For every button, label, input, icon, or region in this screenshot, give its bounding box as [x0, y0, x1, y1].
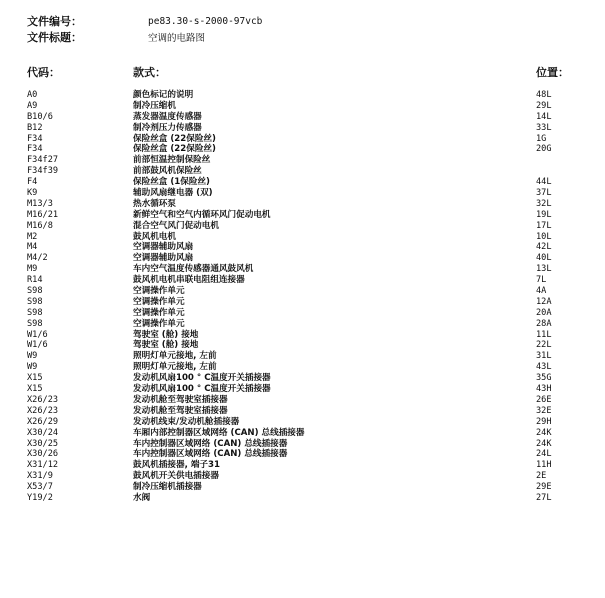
component-code: M4 [27, 242, 38, 253]
component-position: 1G [536, 133, 547, 144]
component-description: 保险丝盒 (22保险丝) [133, 133, 216, 144]
component-description: 制冷压缩机 [133, 100, 176, 111]
component-description: 前部恒温控制保险丝 [133, 155, 211, 166]
component-code: M9 [27, 264, 38, 275]
component-code: X15 [27, 384, 43, 395]
component-description: 水阀 [133, 492, 151, 503]
table-row [27, 362, 577, 373]
component-description: 照明灯单元接地, 左前 [133, 351, 217, 362]
component-description: 发动机舱至驾驶室插接器 [133, 394, 228, 405]
table-row [27, 101, 577, 112]
component-code: X30/26 [27, 449, 59, 460]
component-code: X31/12 [27, 460, 59, 471]
table-row [27, 90, 577, 101]
header-position: 位置： [536, 66, 569, 79]
component-description: 保险丝盒 (22保险丝) [133, 144, 216, 155]
component-description: 车内控制器区域网络 (CAN) 总线插接器 [133, 449, 288, 460]
component-code: R14 [27, 275, 43, 286]
component-description: 照明灯单元接地, 左前 [133, 362, 217, 373]
component-position: 40L [536, 253, 552, 264]
component-position: 27L [536, 492, 552, 503]
component-code: X30/24 [27, 427, 59, 438]
component-position: 24K [536, 438, 552, 449]
component-position: 26E [536, 394, 552, 405]
table-row [27, 384, 577, 395]
component-position: 33L [536, 122, 552, 133]
component-position: 24K [536, 427, 552, 438]
table-row [27, 221, 577, 232]
component-code: F34 [27, 133, 43, 144]
component-description: 空调器辅助风扇 [133, 253, 194, 264]
component-position: 43H [536, 384, 552, 395]
table-row [27, 210, 577, 221]
component-position: 43L [536, 362, 552, 373]
component-position: 11L [536, 329, 552, 340]
component-code: S98 [27, 318, 43, 329]
component-description: 车内空气温度传感器通风鼓风机 [133, 264, 254, 275]
document-title-row [27, 29, 262, 45]
component-position: 29E [536, 482, 552, 493]
table-row [27, 123, 577, 134]
table-row [27, 242, 577, 253]
component-code: F34 [27, 144, 43, 155]
component-position: 29L [536, 100, 552, 111]
component-description: 混合空气风门促动电机 [133, 220, 219, 231]
table-row [27, 177, 577, 188]
table-row [27, 340, 577, 351]
table-row [27, 395, 577, 406]
component-code: A9 [27, 100, 38, 111]
table-header [27, 64, 577, 80]
component-code: K9 [27, 188, 38, 199]
table-row [27, 264, 577, 275]
table-row [27, 199, 577, 210]
component-code: W9 [27, 362, 38, 373]
table-row [27, 253, 577, 264]
component-description: 发动机舱至驾驶室插接器 [133, 405, 228, 416]
table-row [27, 482, 577, 493]
component-code: X31/9 [27, 471, 53, 482]
document-number-value: pe83.30-s-2000-97vcb [148, 15, 263, 27]
component-position: 13L [536, 264, 552, 275]
table-row [27, 144, 577, 155]
document-title-value: 空调的电路图 [148, 33, 206, 44]
table-row [27, 134, 577, 145]
table-row [27, 319, 577, 330]
component-description: 发动机风扇100 ° C温度开关插接器 [133, 384, 271, 395]
component-description: 蒸发器温度传感器 [133, 111, 202, 122]
component-position: 22L [536, 340, 552, 351]
table-row [27, 330, 577, 341]
component-description: 车厢内部控制器区域网络 (CAN) 总线插接器 [133, 427, 305, 438]
component-position: 10L [536, 231, 552, 242]
component-position: 48L [536, 90, 552, 100]
component-description: 空调器辅助风扇 [133, 242, 194, 253]
component-description: 空调操作单元 [133, 296, 185, 307]
component-position: 20G [536, 144, 552, 155]
table-row [27, 166, 577, 177]
table-row [27, 297, 577, 308]
component-description: 驾驶室 (舱) 接地 [133, 340, 199, 351]
component-code: M16/21 [27, 209, 59, 220]
table-row [27, 449, 577, 460]
document-number-label: 文件编号： [27, 15, 82, 28]
component-code: W1/6 [27, 329, 48, 340]
component-position: 14L [536, 111, 552, 122]
table-row [27, 439, 577, 450]
table-row [27, 232, 577, 243]
component-position: 44L [536, 177, 552, 188]
table-row [27, 351, 577, 362]
component-description: 前部鼓风机保险丝 [133, 166, 202, 177]
component-position: 2E [536, 471, 547, 482]
table-row [27, 112, 577, 123]
table-row [27, 493, 577, 504]
component-code: W9 [27, 351, 38, 362]
component-code: Y19/2 [27, 492, 53, 503]
component-code: S98 [27, 286, 43, 297]
table-row [27, 155, 577, 166]
component-position: 24L [536, 449, 552, 460]
header-code: 代码： [27, 66, 60, 79]
component-code: M16/8 [27, 220, 53, 231]
table-row [27, 373, 577, 384]
component-position: 12A [536, 296, 552, 307]
component-position: 32E [536, 405, 552, 416]
table-row [27, 406, 577, 417]
component-code: X53/7 [27, 482, 53, 493]
component-description: 热水循环泵 [133, 198, 176, 209]
header-style: 款式： [133, 66, 166, 79]
component-description: 鼓风机电机 [133, 231, 176, 242]
component-description: 保险丝盒 (1保险丝) [133, 177, 210, 188]
component-description: 发动机风扇100 ° C温度开关插接器 [133, 373, 271, 384]
component-code: M13/3 [27, 198, 53, 209]
component-description: 新鲜空气和空气内循环风门促动电机 [133, 209, 271, 220]
component-position: 29H [536, 416, 552, 427]
component-code: X26/23 [27, 405, 59, 416]
component-code: F34f27 [27, 155, 59, 166]
component-code: F34f39 [27, 166, 59, 177]
document-number-row [27, 13, 262, 29]
component-code: S98 [27, 296, 43, 307]
component-code: X26/23 [27, 394, 59, 405]
document-meta [27, 13, 262, 45]
component-position: 28A [536, 318, 552, 329]
component-position: 31L [536, 351, 552, 362]
component-table [27, 90, 577, 504]
component-code: B10/6 [27, 111, 53, 122]
component-position: 4A [536, 286, 547, 297]
table-row [27, 286, 577, 297]
component-position: 19L [536, 209, 552, 220]
table-row [27, 308, 577, 319]
component-position: 37L [536, 188, 552, 199]
component-code: X30/25 [27, 438, 59, 449]
table-row [27, 417, 577, 428]
component-code: S98 [27, 307, 43, 318]
table-row [27, 428, 577, 439]
component-code: W1/6 [27, 340, 48, 351]
table-row [27, 471, 577, 482]
component-description: 驾驶室 (舱) 接地 [133, 329, 199, 340]
component-position: 42L [536, 242, 552, 253]
component-code: X15 [27, 373, 43, 384]
component-description: 空调操作单元 [133, 307, 185, 318]
component-code: A0 [27, 90, 38, 100]
component-code: X26/29 [27, 416, 59, 427]
component-position: 17L [536, 220, 552, 231]
component-description: 制冷压缩机插接器 [133, 482, 202, 493]
component-description: 鼓风机开关供电插接器 [133, 471, 219, 482]
component-description: 颜色标记的说明 [133, 90, 194, 100]
document-title-label: 文件标题： [27, 31, 82, 44]
component-code: M2 [27, 231, 38, 242]
component-description: 发动机线束/发动机舱插接器 [133, 416, 240, 427]
component-code: B12 [27, 122, 43, 133]
component-code: M4/2 [27, 253, 48, 264]
component-position: 11H [536, 460, 552, 471]
table-row [27, 188, 577, 199]
component-position: 20A [536, 307, 552, 318]
component-position: 35G [536, 373, 552, 384]
component-description: 车内控制器区域网络 (CAN) 总线插接器 [133, 438, 288, 449]
table-row [27, 275, 577, 286]
component-description: 空调操作单元 [133, 318, 185, 329]
component-description: 制冷剂压力传感器 [133, 122, 202, 133]
component-description: 鼓风机插接器, 端子31 [133, 460, 220, 471]
component-position: 7L [536, 275, 547, 286]
table-row [27, 460, 577, 471]
component-description: 辅助风扇继电器 (双) [133, 188, 213, 199]
component-code: F4 [27, 177, 38, 188]
component-description: 鼓风机电机串联电阻组连接器 [133, 275, 245, 286]
component-position: 32L [536, 198, 552, 209]
component-description: 空调操作单元 [133, 286, 185, 297]
